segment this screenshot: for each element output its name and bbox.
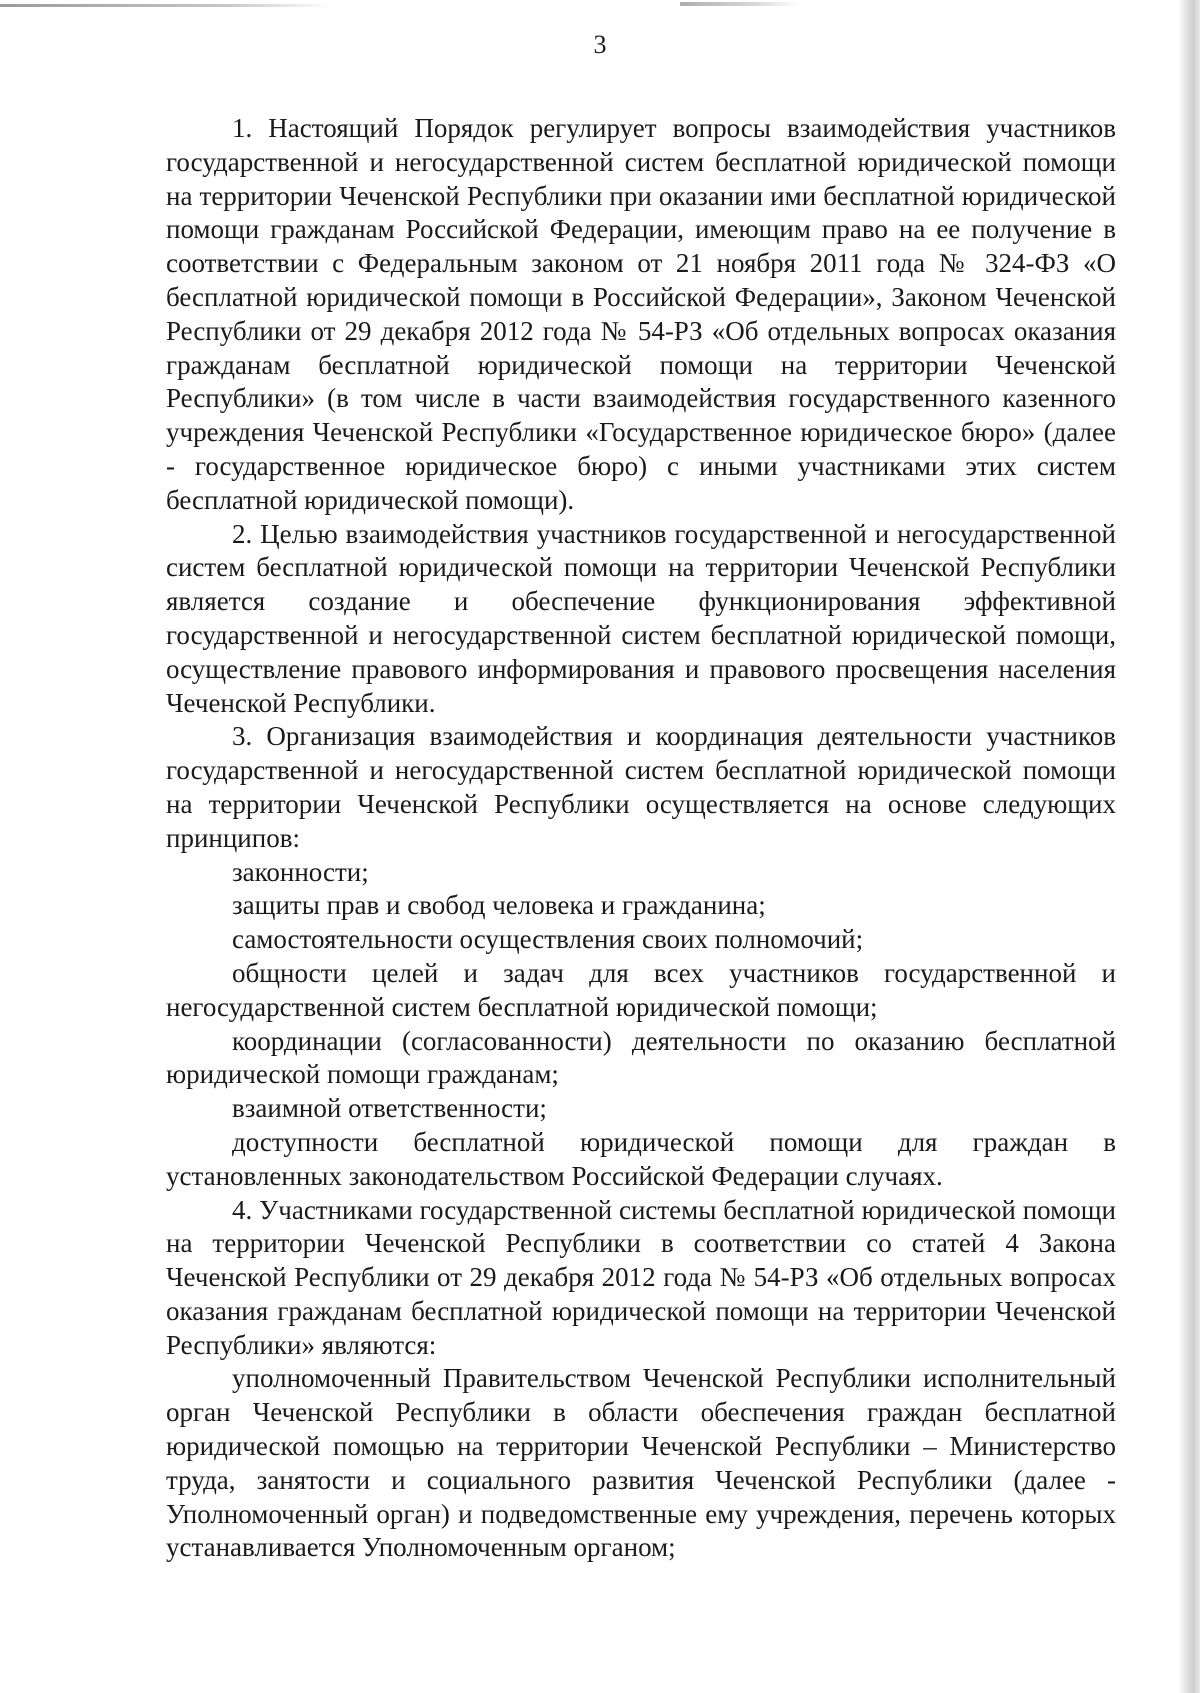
document-body [166,112,1116,1565]
principle-rights-protection: защиты прав и свобод человека и гражданина; [232,890,766,921]
scan-top-line [0,4,330,7]
paragraph-2: 2. Целью взаимодействия участников государственной и негосударственной систем бесплатной юридической помощи на территории Чеченской Республики является создание и обеспечение функционирования эффективной государственной и негосударственной систем бесплатной юридической помощи, осуществление правового информирования и правового просвещения населения Чеченской Республики. [166,518,1116,718]
principle-mutual-responsibility: взаимной ответственности; [232,1093,547,1124]
page-number: 3 [593,30,607,59]
paragraph-4: 4. Участниками государственной системы бесплатной юридической помощи на территории Чеченской Республики в соответствии со статей 4 Закона Чеченской Республики от 29 декабря 2012 года № 54-РЗ «Об отдельных вопросах оказания гражданам бесплатной юридической помощи на территории Чеченской Республики» являются: [166,1194,1116,1360]
principle-common-goals: общности целей и задач для всех участников государственной и негосударственной систем бесплатной юридической помощи; [166,957,1116,1022]
scan-top-mark [680,2,800,6]
principle-legality: законности; [232,856,369,887]
principle-coordination: координации (согласованности) деятельности по оказанию бесплатной юридической помощи гражданам; [166,1025,1116,1090]
paragraph-3: 3. Организация взаимодействия и координация деятельности участников государственной и негосударственной систем бесплатной юридической помощи на территории Чеченской Республики осуществляется на основе следующих принципов: [166,721,1116,853]
scan-right-edge [1178,0,1200,1693]
paragraph-1: 1. Настоящий Порядок регулирует вопросы взаимодействия участников государственной и негосударственной систем бесплатной юридической помощи на территории Чеченской Республики при оказании ими бесплатной юридической помощи гражданам Российской Федерации, имеющим право на ее получение в соответствии с Федеральным законом от 21 ноября 2011 года № 324-ФЗ «О бесплатной юридической помощи в Российской Федерации», Законом Чеченской Республики от 29 декабря 2012 года № 54-РЗ «Об отдельных вопросах оказания гражданам бесплатной юридической помощи на территории Чеченской Республики» (в том числе в части взаимодействия государственного казенного учреждения Чеченской Республики «Государственное юридическое бюро» (далее - государственное юридическое бюро) с иными участниками этих систем бесплатной юридической помощи). [166,113,1116,515]
principle-independence: самостоятельности осуществления своих полномочий; [232,924,864,955]
principle-accessibility: доступности бесплатной юридической помощи для граждан в установленных законодательством Российской Федерации случаях. [166,1126,1116,1191]
participant-authorized-body: уполномоченный Правительством Чеченской Республики исполнительный орган Чеченской Республики в области обеспечения граждан бесплатной юридической помощью на территории Чеченской Республики – Министерство труда, занятости и социального развития Чеченской Республики (далее - Уполномоченный орган) и подведомственные ему учреждения, перечень которых устанавливается Уполномоченным органом; [166,1363,1116,1563]
